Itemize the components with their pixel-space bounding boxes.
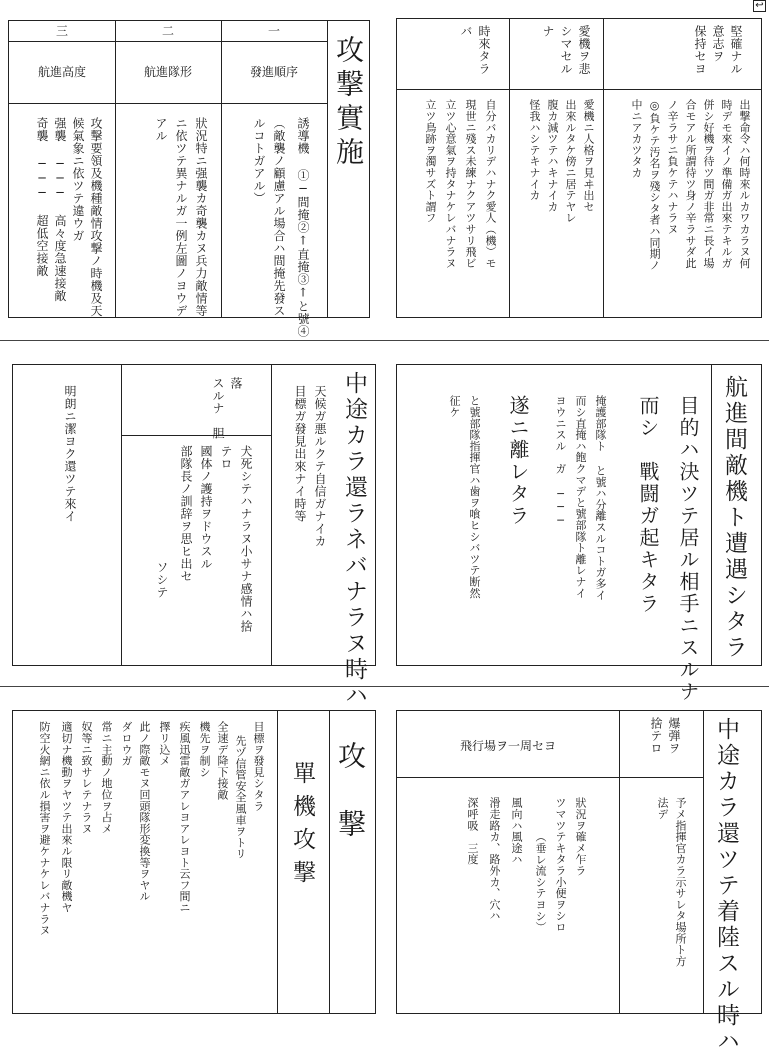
return-midway-panel [12,364,376,709]
encounter-sub2-2: 征ケ [448,395,461,418]
discourage-sub-1: 犬死シテハナラヌ小サナ感情ハ捨 [239,445,253,633]
col-header-order: 發進順序 [249,65,298,79]
resolve-head-1a: 堅確ナル [729,25,743,75]
resolve-text-2-4: 怪我ハシテキナイカ [528,99,541,201]
discourage-sub-2: テロ [219,445,233,470]
single-line-6: 擇リ込メ [158,721,171,767]
order-line-3: ルコトガアル） [252,117,266,205]
altitude-line-4: 奇襲 ─── 超低空接敵 [35,117,49,277]
resolve-head-2a: 愛機ヲ悲 [577,25,591,75]
single-line-1: 目標ヲ發見シタラ [252,721,265,812]
landing-panel [396,710,762,1055]
resolve-text-2-1: 愛機ニ人格ヲ見ヰ出セ [582,99,595,212]
col-num-2: 二 [161,24,174,38]
encounter-sub-3: ヨウニスル ガ ─── [554,395,567,528]
page-return-marker: ↩ [753,0,766,12]
single-attack-panel [12,710,376,1014]
resolve-text-1-5: ノ辛ラサニ負ケテハナラヌ [666,99,679,235]
formation-line-1: 狀況特ニ强襲カ奇襲カヌ兵力敵情等 [194,117,208,317]
attack-title: 攻撃實施 [332,35,365,171]
encounter-line-3: 遂ニ離レタラ [506,395,530,527]
landing-head2-text-1: 狀況ヲ確メ乍ラ [574,797,587,877]
divider-rule-1 [0,340,769,341]
order-line-2: （敵襲ノ顧慮アル場合ハ間掩先發ス [272,117,286,317]
resolve-text-2-2: 出來ルタケ傍ニ居テヤレ [564,99,577,224]
order-line-1: 誘導機 ①─間掩②↑直掩③↑と號④ [296,117,310,338]
discourage-head-b: スルナ 胆 [211,377,225,440]
resolve-text-1-2: 時デモ來イノ準備ガ出來テキルガ [720,99,733,269]
landing-title: 中途カラ還ツテ着陸スル時ハ [713,717,739,1055]
resolve-text-1-3: 併シ好機ヲ待ツ間ガ非常ニ長イ場 [702,99,715,269]
single-line-12: 防空火網ニ依ル損害ヲ避ケナケレバナラヌ [38,721,51,936]
single-line-8: ダロウガ [120,721,133,767]
attack-panel [8,20,370,338]
encounter-title: 航進間敵機ト遭遇シタラ [721,375,747,661]
single-attack-title: 攻撃 [334,741,367,877]
discourage-sub-4: 部隊長ノ訓辞ヲ思ヒ出セ [179,445,193,583]
resolve-text-3-3: 立ツ心意氣ヲ持タナケレバナラヌ [444,99,457,269]
encounter-line-1: 目的ハ決ツテ居ル相手ニスルナ [676,395,700,703]
landing-head2-text-3: （垂レ流シテヨシ） [534,831,547,933]
resolve-text-3-1: 自分バカリデハナク愛人（機）モ [484,99,497,269]
resolve-text-1-4: 合モアル所謂待ツ身ノ辛ラサダ此 [684,99,697,269]
resolve-text-1-6: ◎負ケテ汚名ヲ殘シタ者ハ同期ノ [648,99,661,271]
landing-head2-text-2: ツマツテキタラ小便ヲシロ [554,797,567,933]
landing-head2-text-5: 滑走路カ、路外カ、穴ハ [488,797,501,922]
single-line-4: 機先ヲ制シ [198,721,211,778]
single-attack-subtitle: 單機攻撃 [289,761,315,893]
resolve-text-3-4: 立ツ鳥跡ヲ濁サズト謂フ [424,99,437,224]
resolve-text-1-7: 中ニアカツタカ [630,99,643,179]
single-line-3: 全速デ降下接敵 [216,721,229,801]
resolve-head-2b: シマセル [559,25,573,75]
single-line-7: 此ノ際敵モヌ回頭隊形変換等ヲヤル [138,721,151,902]
col-header-altitude: 航進高度 [37,65,86,79]
altitude-line-2: 候氣象ニ依ツテ違ウガ [71,117,85,242]
formation-line-3: アル [154,117,168,142]
single-line-11: 適切ナ機動ヲヤツテ出來ル限リ敵機ヤ [60,721,73,914]
landing-head1-a: 爆弾ヲ [667,717,681,755]
landing-head2-text-6: 深呼吸 三度 [466,797,479,865]
encounter-line-2: 而シ 戰闘ガ起キタラ [636,395,660,615]
discourage-sub-3: 國体ノ護持ヲドウスル [199,445,213,570]
altitude-line-3: 强襲 ─── 高々度急速接敵 [53,117,67,302]
resolve-head-2c: ナ [541,25,555,38]
encounter-sub2-1: と號部隊指揮官ハ歯ヲ喰ヒシバツテ断然 [468,395,481,599]
single-line-5: 疾風迅雷敵ガアレヨアレヨト云フ間ニ [178,721,191,914]
encounter-sub-1: 掩護部隊ト と號ハ分離スルコトガ多イ [594,395,607,601]
landing-head2-text-4: 風向ハ風途ハ [510,797,523,865]
encounter-panel [396,364,762,703]
landing-head1-text-1: 予メ指揮官カラ示サレタ場所ト方 [674,797,687,967]
return-midway-line-2: 目標ガ發見出來ナイ時等 [293,385,307,523]
landing-head1-b: 捨テロ [649,717,663,755]
divider-rule-2 [0,686,769,687]
return-midway-title: 中途カラ還ラネバナラヌ時ハ [341,371,367,709]
resolve-head-3a: 時來タラ [477,25,491,75]
formation-line-2: ニ依ツテ異ナルガ一例左圖ノヨウデ [174,117,188,317]
col-num-1: 一 [267,24,280,38]
resolve-head-3b: バ [459,25,473,38]
col-header-formation: 航進隊形 [143,65,192,79]
discourage-head-a: 落 [229,377,243,390]
return-midway-line-1: 天候ガ悪ルクテ自信ガナイカ [313,385,327,548]
resolve-head-1c: 保持セヨ [693,25,707,75]
col-num-3: 三 [55,24,68,38]
resolve-head-1b: 意志ヲ [711,25,725,63]
altitude-line-1: 攻撃要領及機種敵情攻撃ノ時機及天 [89,117,103,317]
single-line-10: 奴等ニ致サレテナラヌ [80,721,93,834]
landing-head2: 飛行場ヲ一周セヨ [459,739,556,753]
return-cheerfully: 明朗ニ潔ヨク還ツテ來イ [63,385,77,523]
encounter-sub-2: 而シ直掩ハ飽クマデと號部隊ト離レナイ [574,395,587,599]
resolve-text-1-1: 出撃命令ハ何時來ルカワカラヌ何 [738,99,751,269]
single-line-9: 常ニ主動ノ地位ヲ占メ [100,721,113,834]
resolve-panel [396,18,762,318]
resolve-text-3-2: 現世ニ殘ス未練ナクアツサリ飛ビ [464,99,477,269]
single-line-2: 先ヅ信管安全風車ヲトリ [234,735,247,860]
resolve-text-2-3: 腹カ減ツテハキナイカ [546,99,559,212]
discourage-sub-5: ソシテ [155,561,169,599]
landing-head1-text-2: 法デ [656,797,669,820]
